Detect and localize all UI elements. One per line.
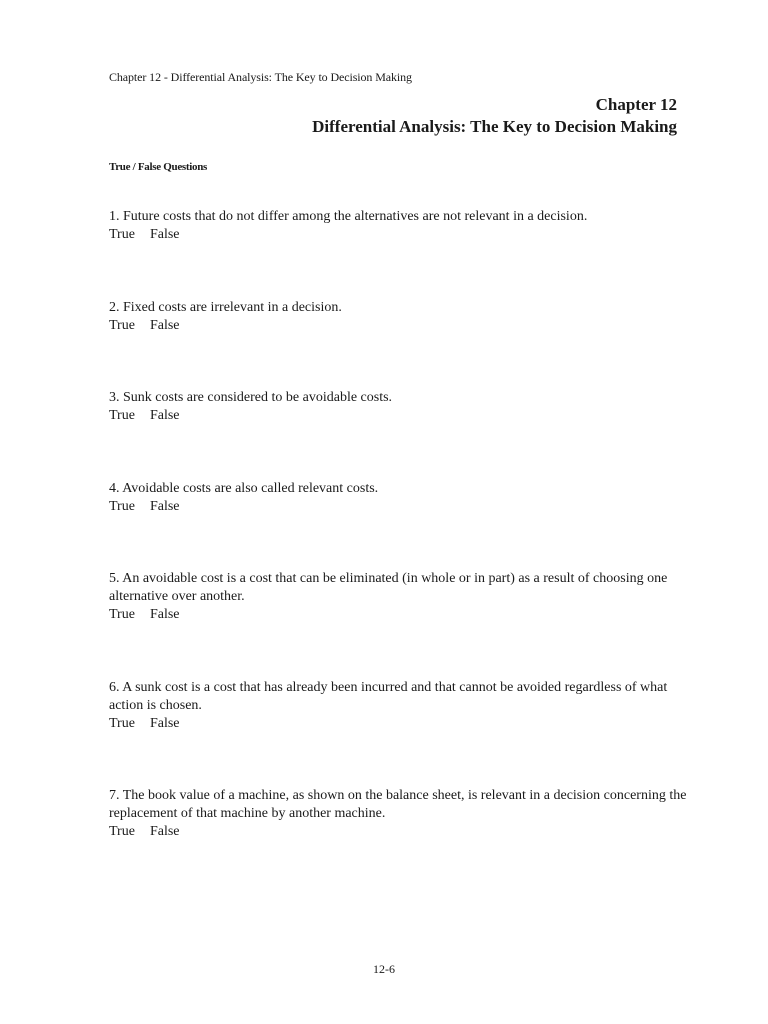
page-number: 12-6 — [373, 962, 395, 976]
answer-false: False — [149, 607, 180, 622]
answer-false: False — [149, 227, 180, 242]
question-1 — [109, 208, 689, 244]
answer-true: True — [109, 824, 135, 839]
answer-true: True — [109, 408, 135, 423]
answer-true: True — [109, 499, 135, 514]
question-4 — [109, 480, 689, 516]
question-text: 7. The book value of a machine, as shown on the balance sheet, is relevant in a decision concerning the replacement of that machine by another machine. — [109, 788, 687, 821]
answer-false: False — [149, 824, 180, 839]
answer-false: False — [149, 318, 180, 333]
question-text: 3. Sunk costs are considered to be avoidable costs. — [109, 390, 393, 405]
chapter-heading — [312, 94, 677, 138]
answer-options — [109, 715, 689, 733]
answer-options — [109, 226, 689, 244]
question-text: 4. Avoidable costs are also called relevant costs. — [109, 481, 379, 496]
answer-options — [109, 498, 689, 516]
answer-true: True — [109, 716, 135, 731]
section-heading: True / False Questions — [109, 161, 208, 173]
question-5 — [109, 570, 689, 624]
question-2 — [109, 299, 689, 335]
answer-options — [109, 823, 689, 841]
question-text: 1. Future costs that do not differ among the alternatives are not relevant in a decision. — [109, 209, 588, 224]
answer-true: True — [109, 227, 135, 242]
answer-options — [109, 317, 689, 335]
question-text: 2. Fixed costs are irrelevant in a decision. — [109, 300, 342, 315]
answer-false: False — [149, 499, 180, 514]
chapter-label: Chapter 12 — [595, 95, 677, 114]
answer-true: True — [109, 318, 135, 333]
question-6 — [109, 679, 689, 733]
running-header: Chapter 12 - Differential Analysis: The Key to Decision Making — [109, 70, 412, 84]
answer-false: False — [149, 716, 180, 731]
question-text: 5. An avoidable cost is a cost that can be eliminated (in whole or in part) as a result of choosing one alternative over another. — [109, 571, 668, 604]
answer-options — [109, 606, 689, 624]
question-7 — [109, 787, 689, 841]
answer-true: True — [109, 607, 135, 622]
question-text: 6. A sunk cost is a cost that has already been incurred and that cannot be avoided regardless of what action is chosen. — [109, 680, 668, 713]
answer-false: False — [149, 408, 180, 423]
chapter-title: Differential Analysis: The Key to Decision Making — [312, 117, 677, 136]
question-3 — [109, 389, 689, 425]
answer-options — [109, 407, 689, 425]
